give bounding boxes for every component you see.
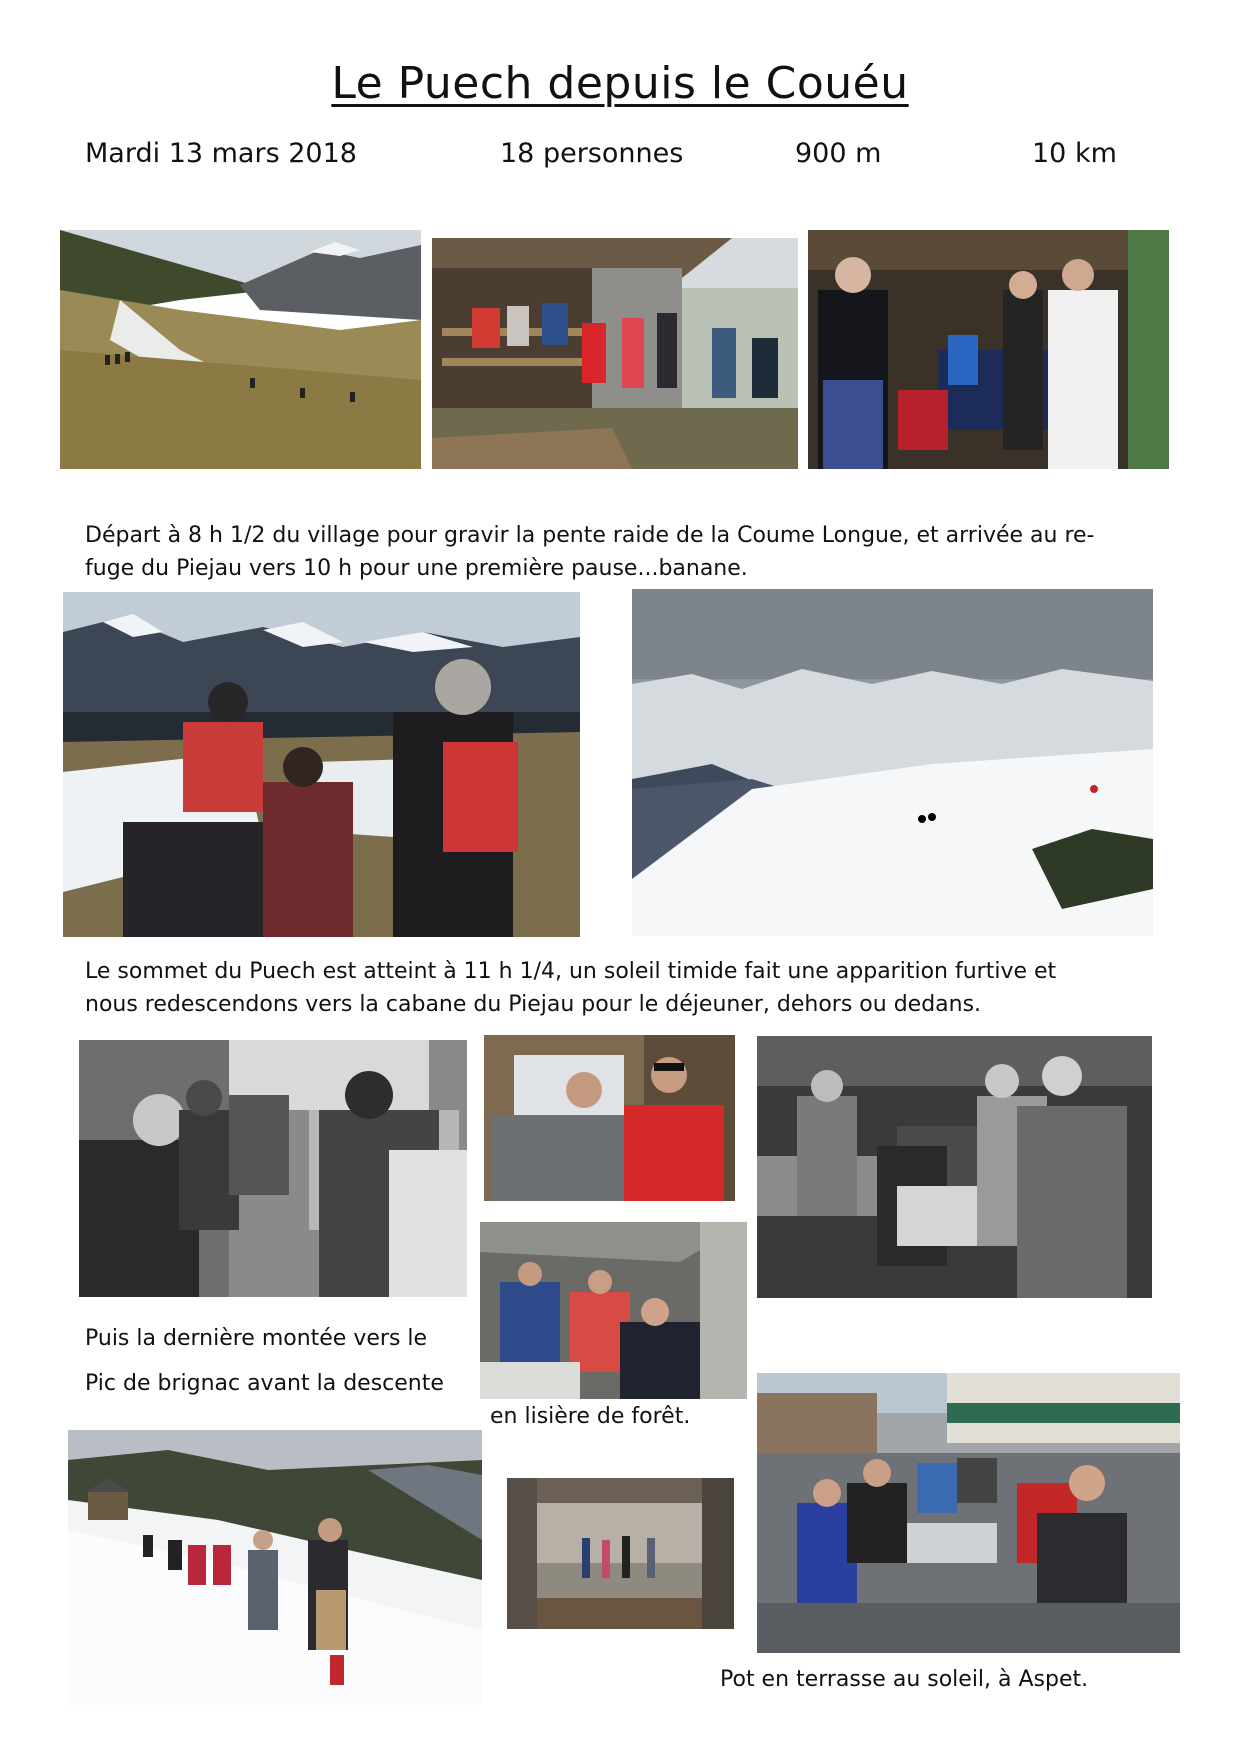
paragraph-2-line-2: nous redescendons vers la cabane du Piejau pour le déjeuner, dehors ou dedans. xyxy=(85,992,982,1017)
photo-hikers-summit-view xyxy=(63,592,580,937)
caption-ascent-line-1: Puis la dernière montée vers le xyxy=(85,1326,428,1351)
paragraph-1-line-1: Départ à 8 h 1/2 du village pour gravir la pente raide de la Coume Longue, et arrivée au re- xyxy=(85,523,1095,548)
photo-valley-ascent xyxy=(60,230,421,469)
photo-forest-through-doorway xyxy=(507,1478,734,1629)
photo-terrace-aspet xyxy=(757,1373,1180,1653)
photo-refuge-interior-bw xyxy=(757,1036,1152,1298)
photo-lunch-outside-bw xyxy=(79,1040,467,1297)
hike-date: Mardi 13 mars 2018 xyxy=(85,138,357,169)
participant-count: 18 personnes xyxy=(500,138,684,169)
caption-forest: en lisière de forêt. xyxy=(490,1404,691,1429)
caption-terrace: Pot en terrasse au soleil, à Aspet. xyxy=(720,1667,1089,1692)
paragraph-2-line-1: Le sommet du Puech est atteint à 11 h 1/4, un soleil timide fait une apparition furtive et xyxy=(85,959,1057,984)
photo-hikers-talking xyxy=(484,1035,735,1201)
distance: 10 km xyxy=(1032,138,1117,169)
caption-ascent-line-2: Pic de brignac avant la descente xyxy=(85,1371,444,1396)
photo-refuge-interior xyxy=(808,230,1169,469)
paragraph-1-line-2: fuge du Piejau vers 10 h pour une première pause...banane. xyxy=(85,556,748,581)
photo-snowy-slope xyxy=(632,589,1153,936)
photo-snow-descent xyxy=(68,1430,482,1705)
photo-refuge-shelter xyxy=(480,1222,747,1399)
photo-refuge-porch xyxy=(432,238,798,469)
elevation-gain: 900 m xyxy=(795,138,882,169)
page-title: Le Puech depuis le Couéu xyxy=(331,58,909,109)
